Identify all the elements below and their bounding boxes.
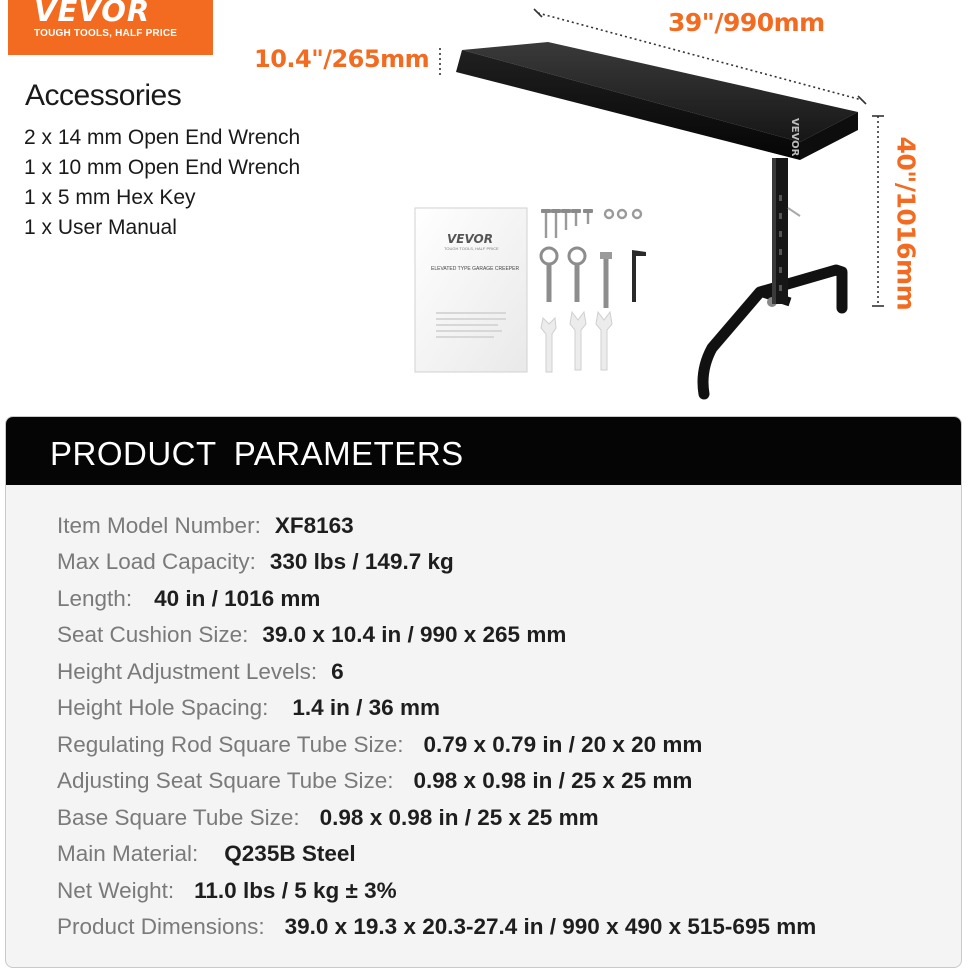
parameter-row bbox=[57, 876, 397, 906]
length-dimension-label: 39"/990mm bbox=[668, 8, 825, 37]
parameter-value: Q235B Steel bbox=[224, 841, 356, 866]
parameter-label: Base Square Tube Size: bbox=[57, 805, 300, 830]
parameter-row bbox=[57, 839, 356, 869]
parameter-label: Adjusting Seat Square Tube Size: bbox=[57, 768, 394, 793]
parameter-value: 6 bbox=[331, 659, 344, 684]
wrench-icon bbox=[541, 312, 612, 372]
parameter-row bbox=[57, 766, 692, 796]
parameter-value: 11.0 lbs / 5 kg ± 3% bbox=[194, 878, 397, 903]
parameter-row bbox=[57, 730, 702, 760]
parameter-label: Regulating Rod Square Tube Size: bbox=[57, 732, 404, 757]
parameter-row bbox=[57, 547, 454, 577]
parameter-value: 0.98 x 0.98 in / 25 x 25 mm bbox=[413, 768, 693, 793]
parameter-value: 40 in / 1016 mm bbox=[154, 586, 321, 611]
parameter-value: 0.98 x 0.98 in / 25 x 25 mm bbox=[319, 805, 599, 830]
parameter-label: Height Adjustment Levels: bbox=[57, 659, 318, 684]
parameter-row bbox=[57, 620, 566, 650]
svg-text:VEVOR: VEVOR bbox=[789, 118, 800, 157]
parameter-row bbox=[57, 912, 816, 942]
width-dimension-label: 10.4"/265mm bbox=[254, 45, 430, 73]
seat-cushion-icon bbox=[456, 42, 858, 160]
parameter-row bbox=[57, 657, 344, 687]
accessory-item: 1 x 5 mm Hex Key bbox=[24, 186, 196, 209]
parameter-label: Max Load Capacity: bbox=[57, 549, 256, 574]
parameter-value: XF8163 bbox=[274, 513, 354, 538]
bolt-icon bbox=[600, 252, 612, 308]
parameter-label: Height Hole Spacing: bbox=[57, 695, 269, 720]
manual-tagline: TOUGH TOOLS, HALF PRICE bbox=[444, 246, 499, 251]
hex-key-icon bbox=[632, 250, 646, 302]
parameters-header bbox=[6, 417, 961, 485]
parameter-label: Item Model Number: bbox=[57, 513, 261, 538]
lock-pin-icon bbox=[541, 248, 585, 302]
parameter-row bbox=[57, 693, 440, 723]
parameter-value: 1.4 in / 36 mm bbox=[292, 695, 440, 720]
parameter-value: 0.79 x 0.79 in / 20 x 20 mm bbox=[423, 732, 703, 757]
parameter-label: Seat Cushion Size: bbox=[57, 622, 249, 647]
accessory-item: 1 x 10 mm Open End Wrench bbox=[24, 156, 301, 179]
manual-brand: VEVOR bbox=[447, 232, 494, 246]
parameters-title: PRODUCT PARAMETERS bbox=[50, 435, 464, 472]
brand-name: VEVOR bbox=[34, 0, 151, 28]
product-parameters-panel bbox=[5, 416, 962, 968]
product-showcase bbox=[0, 0, 970, 412]
parameter-row bbox=[57, 511, 354, 541]
accessories-title: Accessories bbox=[25, 79, 182, 112]
parameter-row bbox=[57, 584, 320, 614]
parameter-label: Main Material: bbox=[57, 841, 199, 866]
parameter-value: 330 lbs / 149.7 kg bbox=[269, 549, 454, 574]
brand-logo bbox=[8, 0, 213, 55]
parameter-value: 39.0 x 19.3 x 20.3-27.4 in / 990 x 490 x 515-695 mm bbox=[284, 914, 817, 939]
brand-tagline: TOUGH TOOLS, HALF PRICE bbox=[34, 28, 178, 39]
height-dimension-label: 40"/1016mm bbox=[891, 136, 921, 311]
parameter-label: Product Dimensions: bbox=[57, 914, 265, 939]
parameter-label: Net Weight: bbox=[57, 878, 175, 903]
parameter-row bbox=[57, 803, 599, 833]
manual-title: ELEVATED TYPE GARAGE CREEPER bbox=[431, 266, 520, 272]
parameter-label: Length: bbox=[57, 586, 133, 611]
parameter-value: 39.0 x 10.4 in / 990 x 265 mm bbox=[262, 622, 567, 647]
screws-washers-icon bbox=[546, 210, 641, 238]
accessory-item: 1 x User Manual bbox=[24, 216, 177, 239]
accessory-item: 2 x 14 mm Open End Wrench bbox=[24, 126, 301, 149]
